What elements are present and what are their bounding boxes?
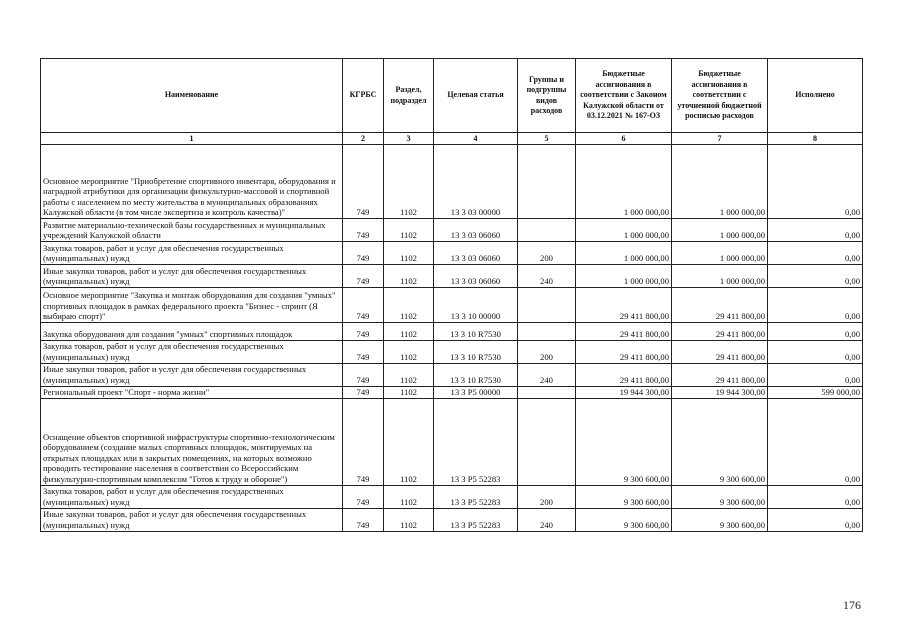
row-target: 13 3 03 06060 (434, 219, 518, 242)
row-name: Иные закупки товаров, работ и услуг для обеспечения государственных (муниципальных) нужд (41, 265, 343, 288)
table-row (41, 265, 863, 288)
row-target: 13 3 10 R7530 (434, 323, 518, 341)
table-row (41, 485, 863, 508)
row-name: Закупка товаров, работ и услуг для обеспечения государственных (муниципальных) нужд (41, 340, 343, 363)
row-name: Закупка товаров, работ и услуг для обеспечения государственных (муниципальных) нужд (41, 242, 343, 265)
row-target: 13 3 P5 00000 (434, 386, 518, 398)
row-law-amount: 29 411 800,00 (576, 288, 672, 323)
row-refined-amount: 1 000 000,00 (672, 242, 768, 265)
row-executed-amount: 0,00 (768, 265, 863, 288)
row-target: 13 3 P5 52283 (434, 508, 518, 531)
row-executed-amount: 599 000,00 (768, 386, 863, 398)
table-row (41, 398, 863, 485)
budget-table (40, 58, 863, 532)
row-group: 200 (518, 340, 576, 363)
table-row (41, 145, 863, 219)
row-name: Иные закупки товаров, работ и услуг для обеспечения государственных (муниципальных) нужд (41, 508, 343, 531)
row-refined-amount: 1 000 000,00 (672, 145, 768, 219)
row-refined-amount: 29 411 800,00 (672, 340, 768, 363)
row-target: 13 3 03 06060 (434, 265, 518, 288)
row-section: 1102 (384, 219, 434, 242)
row-kgrbs: 749 (343, 145, 384, 219)
row-section: 1102 (384, 265, 434, 288)
row-refined-amount: 29 411 800,00 (672, 288, 768, 323)
row-target: 13 3 P5 52283 (434, 398, 518, 485)
column-number: 8 (768, 133, 863, 145)
column-number: 4 (434, 133, 518, 145)
row-target: 13 3 10 R7530 (434, 363, 518, 386)
row-law-amount: 9 300 600,00 (576, 398, 672, 485)
column-number: 2 (343, 133, 384, 145)
row-law-amount: 1 000 000,00 (576, 219, 672, 242)
row-group (518, 219, 576, 242)
row-name: Основное мероприятие "Закупка и монтаж оборудования для создания "умных" спортивных площадок в рамках федерального проекта "Бизнес - спринт (Я выбираю спорт)" (41, 288, 343, 323)
row-group: 240 (518, 508, 576, 531)
row-refined-amount: 1 000 000,00 (672, 265, 768, 288)
table-body (41, 145, 863, 532)
row-target: 13 3 P5 52283 (434, 485, 518, 508)
table-row (41, 386, 863, 398)
row-section: 1102 (384, 508, 434, 531)
header-row (41, 59, 863, 133)
row-section: 1102 (384, 485, 434, 508)
row-target: 13 3 03 06060 (434, 242, 518, 265)
row-target: 13 3 10 00000 (434, 288, 518, 323)
row-executed-amount: 0,00 (768, 508, 863, 531)
row-group (518, 288, 576, 323)
table-row (41, 219, 863, 242)
row-kgrbs: 749 (343, 386, 384, 398)
row-kgrbs: 749 (343, 265, 384, 288)
row-law-amount: 19 944 300,00 (576, 386, 672, 398)
row-target: 13 3 10 R7530 (434, 340, 518, 363)
row-executed-amount: 0,00 (768, 340, 863, 363)
row-name: Иные закупки товаров, работ и услуг для обеспечения государственных (муниципальных) нужд (41, 363, 343, 386)
row-kgrbs: 749 (343, 242, 384, 265)
row-group (518, 323, 576, 341)
row-refined-amount: 19 944 300,00 (672, 386, 768, 398)
row-name: Развитие материально-технической базы государственных и муниципальных учреждений Калужской области (41, 219, 343, 242)
table-row (41, 323, 863, 341)
row-law-amount: 1 000 000,00 (576, 265, 672, 288)
row-executed-amount: 0,00 (768, 219, 863, 242)
row-executed-amount: 0,00 (768, 398, 863, 485)
column-number: 1 (41, 133, 343, 145)
row-section: 1102 (384, 242, 434, 265)
row-kgrbs: 749 (343, 288, 384, 323)
row-refined-amount: 9 300 600,00 (672, 485, 768, 508)
column-number: 6 (576, 133, 672, 145)
row-law-amount: 9 300 600,00 (576, 485, 672, 508)
row-refined-amount: 9 300 600,00 (672, 508, 768, 531)
row-kgrbs: 749 (343, 485, 384, 508)
row-target: 13 3 03 00000 (434, 145, 518, 219)
row-executed-amount: 0,00 (768, 288, 863, 323)
header-refined: Бюджетные ассигнования в соответствии с уточненной бюджетной росписью расходов (672, 59, 768, 133)
row-group: 240 (518, 363, 576, 386)
row-section: 1102 (384, 145, 434, 219)
row-refined-amount: 9 300 600,00 (672, 398, 768, 485)
row-group (518, 398, 576, 485)
row-kgrbs: 749 (343, 363, 384, 386)
header-kgrbs: КГРБС (343, 59, 384, 133)
column-number: 5 (518, 133, 576, 145)
table-row (41, 242, 863, 265)
row-name: Основное мероприятие "Приобретение спортивного инвентаря, оборудования и наградной атрибутики для организации физкультурно-массовой и спортивной работы с населением по месту жительства в муниципальных образованиях Калужской области (в том числе экспертиза и контроль качества)" (41, 145, 343, 219)
row-name: Региональный проект "Спорт - норма жизни" (41, 386, 343, 398)
header-name: Наименование (41, 59, 343, 133)
row-refined-amount: 29 411 800,00 (672, 323, 768, 341)
row-section: 1102 (384, 323, 434, 341)
row-section: 1102 (384, 363, 434, 386)
row-law-amount: 1 000 000,00 (576, 145, 672, 219)
header-done: Исполнено (768, 59, 863, 133)
row-group: 200 (518, 485, 576, 508)
row-group: 200 (518, 242, 576, 265)
row-section: 1102 (384, 288, 434, 323)
column-number: 3 (384, 133, 434, 145)
row-law-amount: 29 411 800,00 (576, 340, 672, 363)
row-executed-amount: 0,00 (768, 323, 863, 341)
row-law-amount: 9 300 600,00 (576, 508, 672, 531)
header-group: Группы и подгруппы видов расходов (518, 59, 576, 133)
row-group (518, 145, 576, 219)
row-law-amount: 29 411 800,00 (576, 363, 672, 386)
row-name: Закупка товаров, работ и услуг для обеспечения государственных (муниципальных) нужд (41, 485, 343, 508)
row-executed-amount: 0,00 (768, 485, 863, 508)
table-row (41, 288, 863, 323)
row-executed-amount: 0,00 (768, 145, 863, 219)
row-law-amount: 29 411 800,00 (576, 323, 672, 341)
page-number: 176 (843, 598, 861, 612)
row-section: 1102 (384, 386, 434, 398)
row-section: 1102 (384, 340, 434, 363)
column-number-row (41, 133, 863, 145)
row-kgrbs: 749 (343, 219, 384, 242)
row-executed-amount: 0,00 (768, 363, 863, 386)
row-refined-amount: 29 411 800,00 (672, 363, 768, 386)
column-number: 7 (672, 133, 768, 145)
header-section: Раздел, подраздел (384, 59, 434, 133)
header-target: Целевая статья (434, 59, 518, 133)
row-name: Оснащение объектов спортивной инфраструктуры спортивно-технологическим оборудованием (создание малых спортивных площадок, монтируемых на открытых площадках или в закрытых помещениях, на которых возможно проводить тестирование населения в соответствии со Всероссийским физкультурно-спортивным комплексом "Готов к труду и обороне") (41, 398, 343, 485)
table-row (41, 363, 863, 386)
row-law-amount: 1 000 000,00 (576, 242, 672, 265)
row-kgrbs: 749 (343, 508, 384, 531)
row-kgrbs: 749 (343, 398, 384, 485)
row-name: Закупка оборудования для создания "умных" спортивных площадок (41, 323, 343, 341)
table-row (41, 340, 863, 363)
row-section: 1102 (384, 398, 434, 485)
row-group: 240 (518, 265, 576, 288)
row-kgrbs: 749 (343, 340, 384, 363)
row-group (518, 386, 576, 398)
row-refined-amount: 1 000 000,00 (672, 219, 768, 242)
table-row (41, 508, 863, 531)
row-executed-amount: 0,00 (768, 242, 863, 265)
header-law: Бюджетные ассигнования в соответствии с Законом Калужской области от 03.12.2021 № 167-ОЗ (576, 59, 672, 133)
row-kgrbs: 749 (343, 323, 384, 341)
